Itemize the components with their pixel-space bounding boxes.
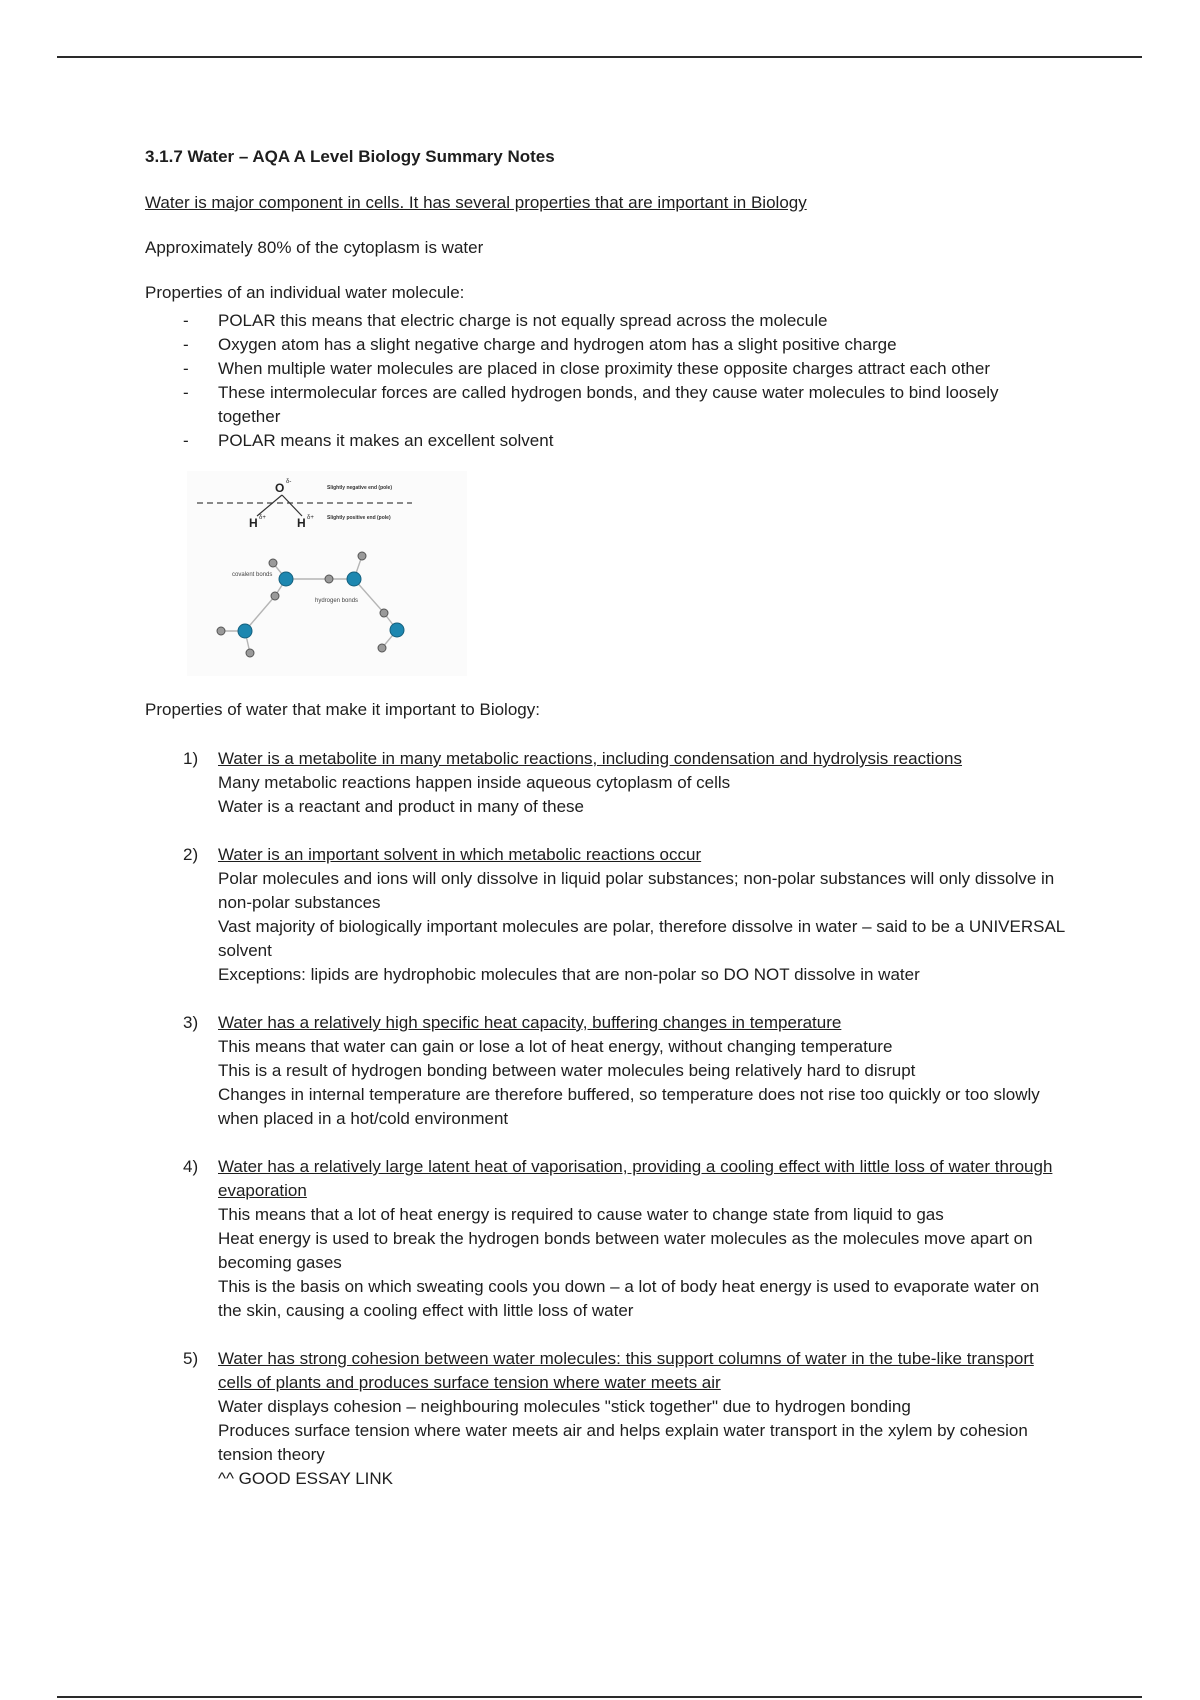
molecule-points — [145, 309, 1065, 453]
diagram-svg — [187, 471, 467, 676]
property-number: 2) — [183, 845, 199, 864]
hydrogen-charge-left: δ+ — [259, 515, 266, 521]
molecule-intro: Properties of an individual water molecule: — [145, 283, 465, 302]
property-heading: Water is an important solvent in which metabolic reactions occur — [218, 845, 702, 864]
property-line: Water displays cohesion – neighbouring molecules "stick together" due to hydrogen bonding — [218, 1397, 911, 1416]
property-line: Heat energy is used to break the hydrogen bonds between water molecules as the molecules move apart on becoming gases — [218, 1229, 1033, 1272]
property-heading: Water has a relatively high specific heat capacity, buffering changes in temperature — [218, 1013, 842, 1032]
property-line: This means that water can gain or lose a lot of heat energy, without changing temperature — [218, 1037, 893, 1056]
footer-rule — [57, 1696, 1142, 1698]
hydrogen-label-left: H — [249, 516, 258, 530]
property-line: This means that a lot of heat energy is required to cause water to change state from liquid to gas — [218, 1205, 944, 1224]
property-line: Vast majority of biologically important molecules are polar, therefore dissolve in water – said to be a UNIVERSAL solvent — [218, 917, 1065, 960]
property-number: 4) — [183, 1157, 199, 1176]
document-page — [145, 145, 1065, 1515]
hydrogen-bonds-label: hydrogen bonds — [315, 598, 359, 604]
negative-end-label: Slightly negative end (pole) — [327, 485, 393, 491]
page-title: 3.1.7 Water – AQA A Level Biology Summary Notes — [145, 147, 555, 166]
property-number: 3) — [183, 1013, 199, 1032]
water-molecule-diagram — [187, 471, 467, 676]
oxygen-label: O — [275, 481, 285, 495]
properties-list — [145, 747, 1065, 1491]
property-item — [145, 843, 1065, 987]
property-number: 5) — [183, 1349, 199, 1368]
property-line: Water is a reactant and product in many of these — [218, 797, 585, 816]
property-heading: Water is a metabolite in many metabolic reactions, including condensation and hydrolysis reactions — [218, 749, 962, 768]
covalent-bonds-label: covalent bonds — [232, 572, 273, 578]
property-item — [145, 1011, 1065, 1131]
positive-end-label: Slightly positive end (pole) — [327, 515, 391, 521]
property-line: Polar molecules and ions will only dissolve in liquid polar substances; non-polar substances will only dissolve in non-polar substances — [218, 869, 1055, 912]
property-line: Changes in internal temperature are therefore buffered, so temperature does not rise too quickly or too slowly when placed in a hot/cold environment — [218, 1085, 1040, 1128]
cytoplasm-note: Approximately 80% of the cytoplasm is water — [145, 238, 484, 257]
property-item — [145, 1347, 1065, 1491]
molecule-point: - When multiple water molecules are placed in close proximity these opposite charges attract each other — [145, 357, 1065, 381]
property-item — [145, 747, 1065, 819]
property-line: Many metabolic reactions happen inside aqueous cytoplasm of cells — [218, 773, 731, 792]
property-line: This is a result of hydrogen bonding between water molecules being relatively hard to disrupt — [218, 1061, 916, 1080]
molecule-point: - POLAR means it makes an excellent solvent — [145, 429, 1065, 453]
property-line: Produces surface tension where water meets air and helps explain water transport in the xylem by cohesion tension theory — [218, 1421, 1028, 1464]
molecule-point: - Oxygen atom has a slight negative charge and hydrogen atom has a slight positive charge — [145, 333, 1065, 357]
diagram-background — [187, 471, 467, 676]
biology-intro: Properties of water that make it important to Biology: — [145, 700, 540, 719]
property-line: Exceptions: lipids are hydrophobic molecules that are non-polar so DO NOT dissolve in water — [218, 965, 920, 984]
property-heading: Water has strong cohesion between water molecules: this support columns of water in the tube-like transport cells of plants and produces surface tension where water meets air — [218, 1349, 1034, 1392]
subtitle: Water is major component in cells. It has several properties that are important in Biology — [145, 193, 807, 212]
property-line: ^^ GOOD ESSAY LINK — [218, 1469, 393, 1488]
header-rule — [57, 56, 1142, 58]
hydrogen-label-right: H — [297, 516, 306, 530]
property-item — [145, 1155, 1065, 1323]
property-line: This is the basis on which sweating cools you down – a lot of body heat energy is used to evaporate water on the skin, causing a cooling effect with little loss of water — [218, 1277, 1040, 1320]
hydrogen-charge-right: δ+ — [307, 515, 314, 521]
molecule-point: - POLAR this means that electric charge is not equally spread across the molecule — [145, 309, 1065, 333]
oxygen-charge: δ- — [286, 479, 292, 485]
property-heading: Water has a relatively large latent heat of vaporisation, providing a cooling effect with little loss of water through evaporation — [218, 1157, 1053, 1200]
property-number: 1) — [183, 749, 199, 768]
molecule-point: - These intermolecular forces are called hydrogen bonds, and they cause water molecules to bind loosely together — [145, 381, 1065, 429]
